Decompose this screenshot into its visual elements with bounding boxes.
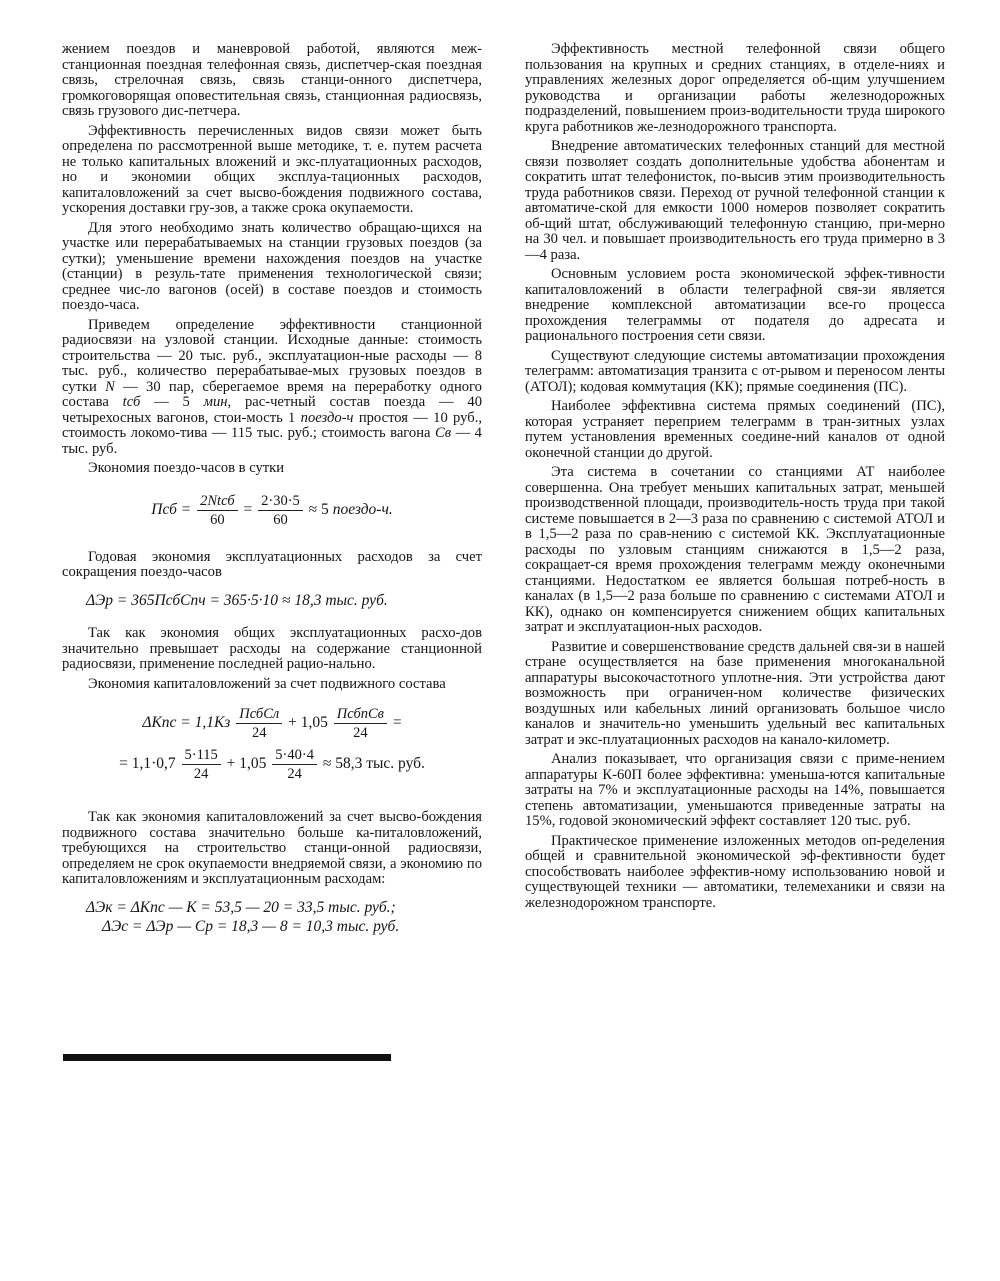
paragraph: Экономия поездо-часов в сутки	[88, 460, 285, 476]
left-column	[62, 42, 482, 935]
unit: поездо-ч	[300, 409, 354, 426]
formula-term: + 1,05	[288, 714, 328, 732]
formula-result: ≈ 5	[308, 500, 329, 518]
paragraph: Внедрение автоматических телефонных станций для местной связи позволяет создать дополнительные удобства абонентам и сократить штат телефонисток, по-высив этим производительность труда работников связи. Переход от ручной телефонной станции к автоматиче-ской для емкости 1000 номеров позволяет сократить об-щий штат, обслуживающий телефонную станцию, при-мерно на 30 чел. и повышает производительность его труда примерно в 3—4 раза.	[525, 138, 945, 263]
fraction	[182, 747, 221, 782]
formula-operating-economy: ΔЭс = ΔЭр — Ср = 18,3 — 8 = 10,3 тыс. руб.	[102, 918, 400, 935]
paragraph: Основным условием роста экономической эффек-тивности капиталовложений в области телеграфной свя-зи является внедрение комплексной автоматизации все-го процесса прохождения телеграммы от подателя до адресата и рационального построения сети связи.	[525, 266, 945, 344]
formula-lhs: ΔКпс = 1,1Кз	[142, 714, 231, 732]
denominator: 24	[287, 766, 302, 782]
formula-result: ≈ 58,3 тыс. руб.	[322, 755, 425, 773]
text-run: , рас-четный состав поезда — 40 четырехосных вагонов, стои-мость 1	[62, 394, 482, 426]
paragraph: Эта система в сочетании со станциями АТ наиболее совершенна. Она требует меньших капитальных затрат, меньшей производственной площади, производитель-ность труда при такой системе повышается в 2—3 раза по сравнению с системой АТОЛ и в 1,5—2 раза по срав-нению с системой КК. Эксплуатационные расходы по узловым станциям снижаются в 1,5—2 раза, сокращает-ся время прохождения телеграмм между оконечными станциями. Недостатком ее является большая потреб-ность в каналах (в 1,5—2 раза больше по сравнению с системами АТОЛ и КК), однако он компенсируется снижением общих капитальных затрат и эксплуатацион-ных расходов.	[525, 464, 945, 635]
symbol: N	[105, 378, 115, 395]
numerator: 2·30·5	[258, 493, 303, 511]
formula-capital-savings	[62, 706, 482, 741]
paragraph: Так как экономия общих эксплуатационных расхо-дов значительно превышает расходы на содержание станционной радиосвязи, применение последней рацио-нально.	[62, 625, 482, 672]
paragraph-initial-data	[62, 318, 482, 458]
equals-sign: =	[392, 714, 402, 732]
paragraph: Экономия капиталовложений за счет подвижного состава	[88, 675, 446, 692]
numerator: ПсбnСв	[334, 706, 387, 724]
unit: мин	[203, 394, 228, 410]
formula-capital-savings-value	[62, 747, 482, 782]
numerator: 5·40·4	[272, 747, 317, 765]
text-run: — 5	[154, 394, 190, 410]
paragraph: Годовая экономия эксплуатационных расходов за счет сокращения поездо-часов	[62, 548, 482, 580]
paragraph: Наиболее эффективна система прямых соединений (ПС), которая устраняет переприем телеграмм в тран-зитных узлах путем установления временных соедине-ний каналов от одной оконечной станции до другой.	[525, 398, 945, 461]
text-run: — 30 пар, сберегаемое время на переработку одного состава	[62, 378, 482, 410]
fraction	[236, 706, 282, 741]
paragraph: Развитие и совершенствование средств дальней свя-зи в нашей стране осуществляется на базе применения многоканальной аппаратуры высокочастотного уплотне-ния. Эти устройства дают возможность при ограничен-ном количестве физических воздушных или кабельных линий организовать большое число каналов и значитель-но уменьшить удельный вес капитальных затрат и экс-плуатационных расходов на канало-километр.	[525, 638, 945, 748]
text-run: Приведем определение эффективности станционной радиосвязи на узловой станции. Исходные данные: стоимость строительства — 20 тыс. руб., эксплуатацион-ные расходы — 8 тыс. руб., количество перерабатывае-мых грузовых поездов в сутки	[62, 316, 482, 395]
paragraph: Анализ показывает, что организация связи с приме-нением аппаратуры К-60П более эффективна: уменьша-ются капитальные затраты на 7% и эксплуатационные расходы на 14%, повышается степень автоматизации, уменьшаются приведенные затраты на 15%, годовой экономический эффект составляет 120 тыс. руб.	[525, 751, 945, 829]
end-rule	[63, 1054, 391, 1061]
formula-lhs: = 1,1·0,7	[119, 755, 176, 773]
symbol: tсб	[122, 394, 141, 410]
formula-capital-economy: ΔЭк = ΔКпс — К = 53,5 — 20 = 33,5 тыс. руб.;	[86, 898, 396, 916]
text-run: — 4 тыс. руб.	[62, 425, 482, 457]
denominator: 24	[193, 766, 209, 782]
numerator: 2Ntсб	[197, 493, 238, 511]
numerator: ПсбСл	[236, 706, 282, 724]
fraction	[272, 747, 317, 782]
equals-sign: =	[243, 500, 253, 518]
formula-lhs: Псб =	[151, 500, 192, 518]
fraction	[197, 493, 238, 528]
text-run: простоя — 10 руб., стоимость локомо-тива — 115 тыс. руб.; стоимость вагона	[62, 409, 482, 441]
paragraph: Практическое применение изложенных методов оп-ределения общей и сравнительной экономической эф-фективности будет способствовать наиболее эффектив-ному использованию новой и существующей техники — автоматики, телемеханики и связи на железнодорожном транспорте.	[525, 832, 945, 911]
symbol: Св	[435, 425, 452, 441]
paragraph: Так как экономия капиталовложений за счет высво-бождения подвижного состава значительно больше ка-питаловложений, требующихся на строительство станци-онной радиосвязи, определяем не срок окупаемости внедряемой связи, а экономию по капиталовложениям и эксплуатационным расходам:	[62, 809, 482, 887]
denominator: 24	[353, 725, 368, 741]
paragraph: Существуют следующие системы автоматизации прохождения телеграмм: автоматизация транзита с от-рывом и переносом ленты (АТОЛ); кодовая коммутация (КК); прямые соединения (ПС).	[525, 347, 945, 395]
fraction	[258, 493, 303, 528]
formula-annual-savings: ΔЭр = 365ПсбСпч = 365·5·10 ≈ 18,3 тыс. руб.	[86, 591, 388, 609]
paragraph: Эффективность перечисленных видов связи может быть определена по рассмотренной выше методике, т. е. путем расчета не только капитальных вложений и экс-плуатационных расходов, но и экономии общих эксплуа-тационных расходов, капиталовложений за счет высво-бождения подвижного состава, ускорения доставки гру-зов, а также срока окупаемости.	[62, 122, 482, 216]
paragraph: Эффективность местной телефонной связи общего пользования на крупных и средних станциях, в отделе-ниях и управлениях железных дорог определяется об-щим улучшением руководства и организации работы железнодорожных подразделений, повышением произ-водительности труда широкого круга работников же-лезнодорожного транспорта.	[525, 41, 945, 135]
paragraph: жением поездов и маневровой работой, являются меж-станционная поездная телефонная связь, диспетчер-ская поездная связь, стрелочная связь, связь станци-онного диспетчера, громкоговорящая оповестительная связь, станционная радиосвязь, связь грузового дис-петчера.	[62, 41, 482, 119]
formula-unit: поездо-ч.	[332, 500, 393, 518]
right-column	[525, 42, 945, 915]
fraction	[334, 706, 387, 741]
denominator: 60	[273, 511, 288, 528]
formula-train-hours	[62, 493, 482, 528]
paragraph: Для этого необходимо знать количество обращаю-щихся на участке или перерабатываемых на станции грузовых поездов (за сутки); уменьшение времени нахождения поездов на участке (станции) в резуль-тате применения технологической связи; среднее чис-ло вагонов (осей) в составе поездов и стоимость поездо-часа.	[62, 219, 482, 313]
numerator: 5·115	[182, 747, 221, 765]
formula-term: + 1,05	[226, 755, 267, 773]
denominator: 24	[251, 725, 267, 741]
denominator: 60	[210, 511, 225, 528]
